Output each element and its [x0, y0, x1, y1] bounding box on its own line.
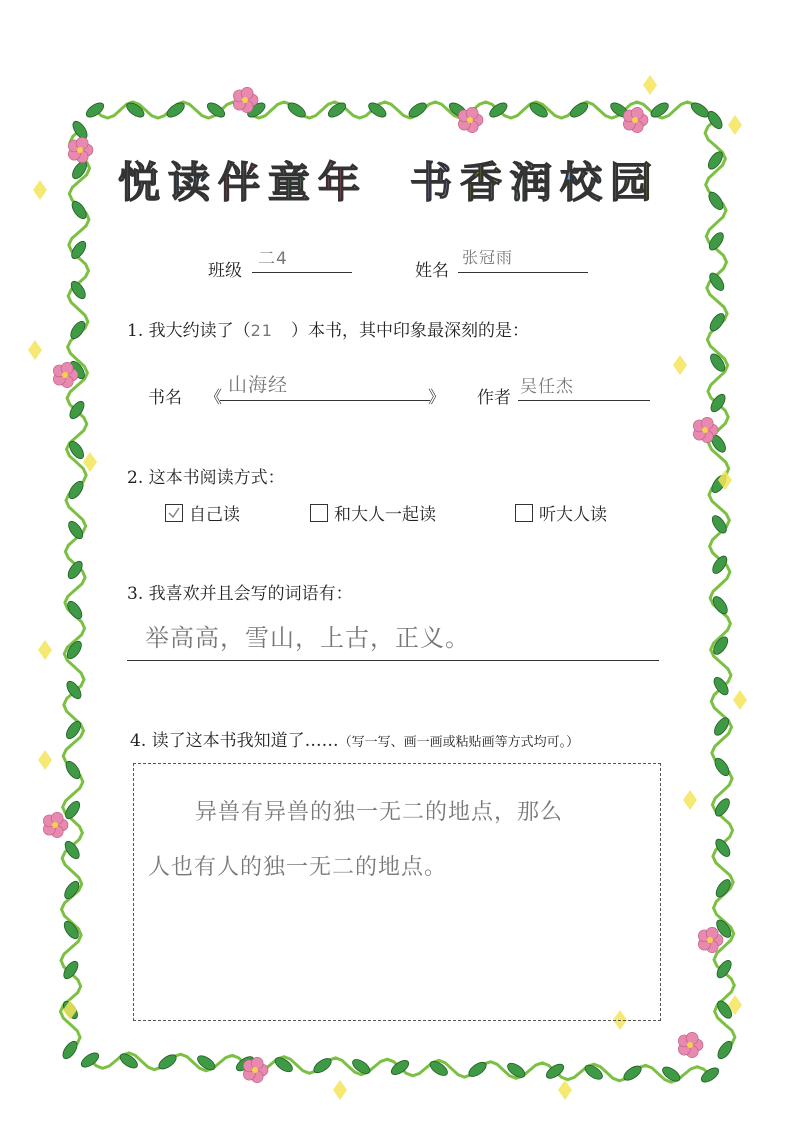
option-label: 自己读 [189, 505, 240, 525]
q1-prefix: 1. 我大约读了（ [127, 321, 251, 341]
flower-petal [466, 107, 478, 119]
flower-petal [61, 362, 73, 374]
q4-answer-line-2: 人也有人的独一无二的地点。 [148, 855, 448, 880]
question-2: 2. 这本书阅读方式： [127, 468, 285, 488]
title-character: 园 [610, 158, 653, 207]
flower-petal [706, 927, 718, 939]
book-title-value: 山海经 [228, 374, 289, 396]
option-label: 听大人读 [539, 505, 607, 525]
title-character: 伴 [218, 158, 261, 207]
title-character: 读 [168, 158, 211, 207]
q1-book-count: 21 [250, 321, 273, 340]
question-4 [130, 726, 579, 751]
title-character: 香 [460, 158, 503, 207]
flower-center [632, 117, 638, 123]
flower-petal [701, 417, 713, 429]
title-character: 润 [510, 158, 553, 207]
flower-center [77, 147, 83, 153]
vine [95, 102, 700, 118]
option-self-read[interactable] [165, 500, 240, 525]
diamond-decoration [38, 640, 52, 660]
q4-answer-line-1: 异兽有异兽的独一无二的地点，那么 [195, 800, 564, 825]
book-title-open-bracket: 《 [205, 388, 222, 408]
checkbox-self-read[interactable] [165, 504, 183, 522]
diamond-decoration [558, 1080, 572, 1100]
flower-petal [631, 107, 643, 119]
checkbox-read-with-adult[interactable] [310, 504, 328, 522]
title-character: 悦 [118, 158, 161, 207]
q1-suffix: ）本书，其中印象最深刻的是： [290, 321, 529, 341]
flower-center [467, 117, 473, 123]
book-title-label: 书名 [148, 388, 182, 408]
flower-petal [76, 137, 88, 149]
class-value: 二4 [258, 249, 288, 269]
diamond-decoration [333, 1080, 347, 1100]
diamond-decoration [28, 340, 42, 360]
q3-answer: 举高高，雪山，上古，正义。 [145, 624, 470, 652]
flower-petal [241, 87, 253, 99]
flower-center [242, 97, 248, 103]
flower-petal [51, 812, 63, 824]
author-label: 作者 [477, 388, 511, 408]
page-title [110, 145, 670, 215]
diamond-decoration [728, 115, 742, 135]
title-character: 童 [268, 158, 311, 207]
flower-center [252, 1067, 258, 1073]
flower-center [702, 427, 708, 433]
diamond-decoration [733, 690, 747, 710]
diamond-decoration [683, 790, 697, 810]
question-1 [127, 316, 529, 341]
flower-center [62, 372, 68, 378]
title-character: 校 [560, 158, 603, 207]
flower-center [707, 937, 713, 943]
checkbox-listen-adult[interactable] [515, 504, 533, 522]
flower-center [687, 1042, 693, 1048]
diamond-decoration [643, 75, 657, 95]
option-listen-adult[interactable] [515, 500, 607, 525]
book-title-close-bracket: 》 [428, 388, 445, 408]
diamond-decoration [673, 355, 687, 375]
vine [705, 120, 735, 1050]
name-value: 张冠雨 [462, 248, 514, 267]
option-read-with-adult[interactable] [310, 500, 436, 525]
class-label: 班级 [208, 261, 242, 281]
option-label: 和大人一起读 [334, 505, 436, 525]
q4-hint: （写一写、画一画或粘贴画等方式均可。） [338, 735, 580, 750]
question-3: 3. 我喜欢并且会写的词语有： [127, 584, 353, 604]
title-character: 书 [410, 158, 453, 207]
name-label: 姓名 [415, 261, 449, 281]
q4-prompt: 4. 读了这本书我知道了…… [130, 731, 339, 751]
vine [60, 130, 89, 1050]
diamond-decoration [38, 750, 52, 770]
flower-petal [686, 1032, 698, 1044]
flower-center [52, 822, 58, 828]
title-character: 年 [318, 158, 361, 207]
flower-petal [251, 1057, 263, 1069]
author-value: 吴任杰 [520, 377, 574, 397]
diamond-decoration [33, 180, 47, 200]
